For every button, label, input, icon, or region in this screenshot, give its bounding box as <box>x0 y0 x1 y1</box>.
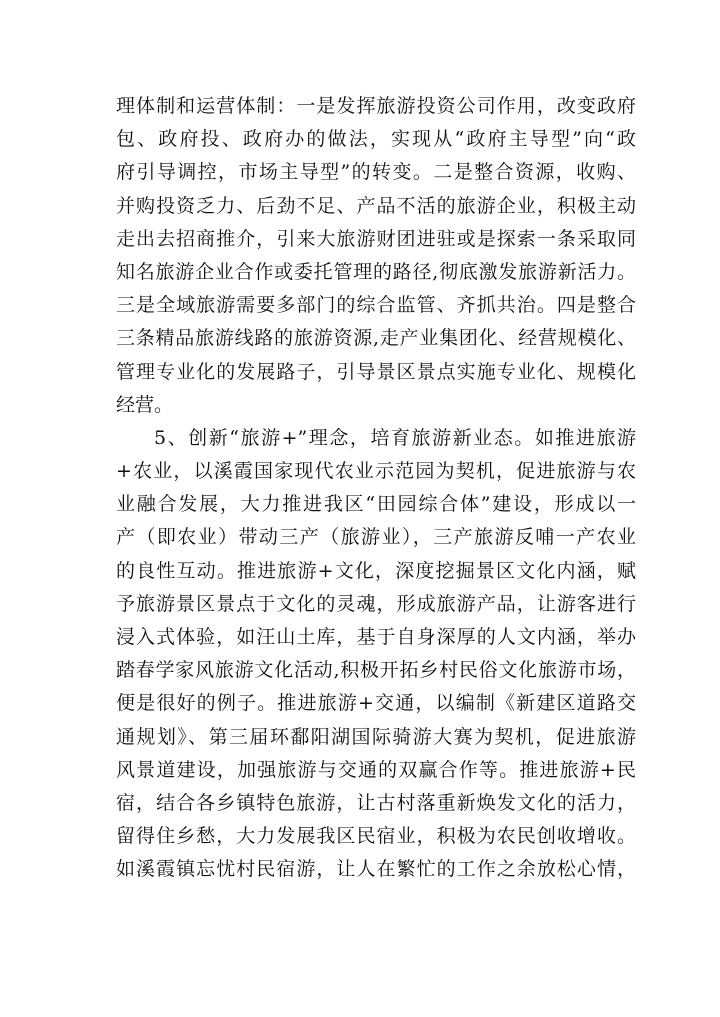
section-heading-line: 5、创新“旅游+”理念，培育旅游新业态。如推进旅游 <box>154 426 636 449</box>
text-line: 便是很好的例子。推进旅游+交通，以编制《新建区道路交 <box>116 692 636 715</box>
text-line: 并购投资乏力、后劲不足、产品不活的旅游企业，积极主动 <box>116 194 636 217</box>
text-line: 三条精品旅游线路的旅游资源,走产业集团化、经营规模化、 <box>116 327 636 350</box>
text-line: 风景道建设，加强旅游与交通的双赢合作等。推进旅游+民 <box>116 758 636 781</box>
text-line: 留得住乡愁，大力发展我区民宿业，积极为农民创收增收。 <box>116 825 636 848</box>
text-line: 如溪霞镇忘忧村民宿游，让人在繁忙的工作之余放松心情， <box>116 858 636 881</box>
text-line: 踏春学家风旅游文化活动,积极开拓乡村民俗文化旅游市场， <box>116 659 636 682</box>
text-line: 的良性互动。推进旅游+文化，深度挖掘景区文化内涵，赋 <box>116 559 636 582</box>
text-line: 知名旅游企业合作或委托管理的路径,彻底激发旅游新活力。 <box>116 260 636 283</box>
text-line: +农业，以溪霞国家现代农业示范园为契机，促进旅游与农 <box>116 460 636 483</box>
text-line: 府引导调控，市场主导型”的转变。二是整合资源，收购、 <box>116 161 636 184</box>
text-line: 三是全域旅游需要多部门的综合监管、齐抓共治。四是整合 <box>116 294 636 317</box>
text-line: 宿，结合各乡镇特色旅游，让古村落重新焕发文化的活力， <box>116 791 636 814</box>
body-text <box>116 90 636 887</box>
text-line: 予旅游景区景点于文化的灵魂，形成旅游产品，让游客进行 <box>116 592 636 615</box>
text-line: 管理专业化的发展路子，引导景区景点实施专业化、规模化 <box>116 360 636 383</box>
paragraph-end-line: 经营。 <box>116 393 174 416</box>
text-line: 产（即农业）带动三产（旅游业），三产旅游反哺一产农业 <box>116 526 636 549</box>
text-line: 走出去招商推介，引来大旅游财团进驻或是探索一条采取同 <box>116 227 636 250</box>
text-line: 浸入式体验，如汪山土库，基于自身深厚的人文内涵，举办 <box>116 626 636 648</box>
text-line: 包、政府投、政府办的做法，实现从“政府主导型”向“政 <box>116 128 636 151</box>
text-line: 业融合发展，大力推进我区“田园综合体”建设，形成以一 <box>116 493 636 516</box>
text-line: 通规划》、第三届环鄱阳湖国际骑游大赛为契机，促进旅游 <box>116 725 636 748</box>
text-line: 理体制和运营体制：一是发挥旅游投资公司作用，改变政府 <box>116 95 636 117</box>
